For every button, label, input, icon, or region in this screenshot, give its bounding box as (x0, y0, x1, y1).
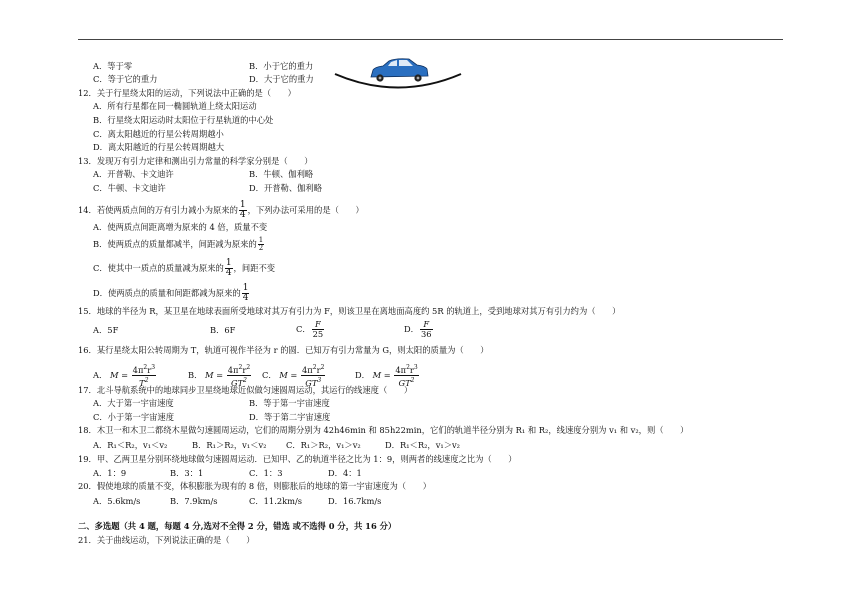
q17-option-a[interactable]: A．大于第一宇宙速度 (93, 398, 174, 408)
q17-option-b[interactable]: B．等于第一宇宙速度 (249, 398, 330, 408)
q14-stem: 14．若使两质点间的万有引力减小为原来的 $\frac{1}{4}$ ，下列办法可采用的是（ ） (78, 200, 364, 220)
q15-option-b[interactable]: B．6F (210, 325, 236, 335)
q18-stem: 18．木卫一和木卫二都绕木星做匀速圆周运动，它们的周期分别为 42h46min 和 85h22min，它们的轨道半径分别为 R₁ 和 R₂，线速度分别为 v₁ 和 v₂，则（ ） (78, 425, 689, 435)
fraction-one-quarter: $\frac{1}{4}$ (225, 258, 232, 278)
q19-option-a[interactable]: A．1：9 (93, 468, 127, 478)
q18-option-b[interactable]: B．R₁＞R₂，v₁＜v₂ (192, 440, 267, 450)
q19-option-b[interactable]: B．3：1 (170, 468, 204, 478)
q14-option-c[interactable]: C．使其中一质点的质量减为原来的 $\frac{1}{4}$ ，间距不变 (93, 258, 276, 278)
q13-option-d[interactable]: D．开普勒、伽利略 (249, 183, 323, 193)
q13-option-b[interactable]: B．牛顿、伽利略 (249, 169, 314, 179)
q17-option-d[interactable]: D．等于第二宇宙速度 (249, 412, 331, 422)
q17-stem: 17．北斗导航系统中的地球同步卫星绕地球近似做匀速圆周运动，其运行的线速度（ ） (78, 385, 413, 395)
q16-option-d[interactable]: D． M = $\frac{4\pi^2r^3}{GT^2}$ (355, 364, 418, 388)
q11-option-b[interactable]: B．小于它的重力 (249, 61, 314, 71)
q19-option-c[interactable]: C．1：3 (249, 468, 283, 478)
fraction-f-over-25: $\frac{F}{25}$ (312, 319, 324, 339)
section-heading-multiple-choice: 二、多选题（共 4 题，每题 4 分,选对不全得 2 分，错选 或不选得 0 分，共 16 分） (78, 521, 397, 531)
q18-option-a[interactable]: A．R₁＜R₂，v₁＜v₂ (93, 440, 168, 450)
q15-stem: 15．地球的半径为 R，某卫星在地球表面所受地球对其万有引力为 F，则该卫星在离地面高度约 5R 的轨道上，受到地球对其万有引力约为（ ） (78, 306, 621, 316)
q15-option-c[interactable]: C． $\frac{F}{25}$ (296, 319, 324, 339)
q15-option-d[interactable]: D． $\frac{F}{36}$ (404, 319, 432, 339)
q13-option-a[interactable]: A．开普勒、卡文迪许 (93, 169, 174, 179)
q11-option-d[interactable]: D．大于它的重力 (249, 74, 314, 84)
q11-option-a[interactable]: A．等于零 (93, 61, 133, 71)
q13-stem: 13．发现万有引力定律和测出引力常量的科学家分别是（ ） (78, 156, 313, 166)
q20-option-c[interactable]: C．11.2km/s (249, 496, 303, 506)
q12-option-a[interactable]: A．所有行星都在同一椭圆轨道上绕太阳运动 (93, 101, 257, 111)
q13-option-c[interactable]: C．牛顿、卡文迪许 (93, 183, 166, 193)
q14-option-a[interactable]: A．使两质点间距离增为原来的 4 倍，质量不变 (93, 222, 268, 232)
q19-stem: 19．甲、乙两卫星分别环绕地球做匀速圆周运动．已知甲、乙的轨道半径之比为 1：9，则两者的线速度之比为（ ） (78, 454, 517, 464)
fraction-one-quarter: $\frac{1}{4}$ (239, 200, 246, 220)
q20-option-d[interactable]: D．16.7km/s (328, 496, 382, 506)
q12-option-b[interactable]: B．行星绕太阳运动时太阳位于行星轨道的中心处 (93, 115, 274, 125)
header-rule (78, 39, 783, 40)
q17-option-c[interactable]: C．小于第一宇宙速度 (93, 412, 175, 422)
fraction-one-quarter: $\frac{1}{4}$ (242, 283, 249, 303)
q20-option-b[interactable]: B．7.9km/s (170, 496, 218, 506)
q15-option-a[interactable]: A．5F (93, 325, 119, 335)
car-on-curved-road-icon (333, 57, 463, 89)
q18-option-d[interactable]: D．R₁＜R₂，v₁＞v₂ (385, 440, 461, 450)
q20-option-a[interactable]: A．5.6km/s (93, 496, 141, 506)
q12-stem: 12．关于行星绕太阳的运动，下列说法中正确的是（ ） (78, 88, 296, 98)
q21-stem: 21．关于曲线运动，下列说法正确的是（ ） (78, 535, 255, 545)
fraction-f-over-36: $\frac{F}{36}$ (420, 319, 432, 339)
q14-option-d[interactable]: D．使两质点的质量和间距都减为原来的 $\frac{1}{4}$ (93, 283, 249, 303)
q16-option-a[interactable]: A． M = $\frac{4\pi^2r^3}{T^2}$ (93, 364, 156, 388)
q16-option-b[interactable]: B． M = $\frac{4\pi^2r^2}{GT^2}$ (188, 364, 251, 388)
q11-option-c[interactable]: C．等于它的重力 (93, 74, 158, 84)
q16-option-c[interactable]: C． M = $\frac{4\pi^2r^2}{GT^3}$ (262, 364, 325, 388)
q16-stem: 16．某行星绕太阳公转周期为 T，轨道可视作半径为 r 的圆．已知万有引力常量为 G，则太阳的质量为（ ） (78, 345, 489, 355)
q12-option-d[interactable]: D．离太阳越近的行星公转周期越大 (93, 142, 225, 152)
q12-option-c[interactable]: C．离太阳越近的行星公转周期越小 (93, 129, 224, 139)
q19-option-d[interactable]: D．4：1 (328, 468, 362, 478)
fraction-one-half: $\frac{1}{2}$ (258, 236, 264, 252)
q20-stem: 20．假使地球的质量不变，体积膨胀为现有的 8 倍，则膨胀后的地球的第一宇宙速度为（ ） (78, 481, 431, 491)
q14-option-b[interactable]: B．使两质点的质量都减半，间距减为原来的 $\frac{1}{2}$ (93, 236, 264, 252)
q18-option-c[interactable]: C．R₁＞R₂，v₁＞v₂ (286, 440, 361, 450)
